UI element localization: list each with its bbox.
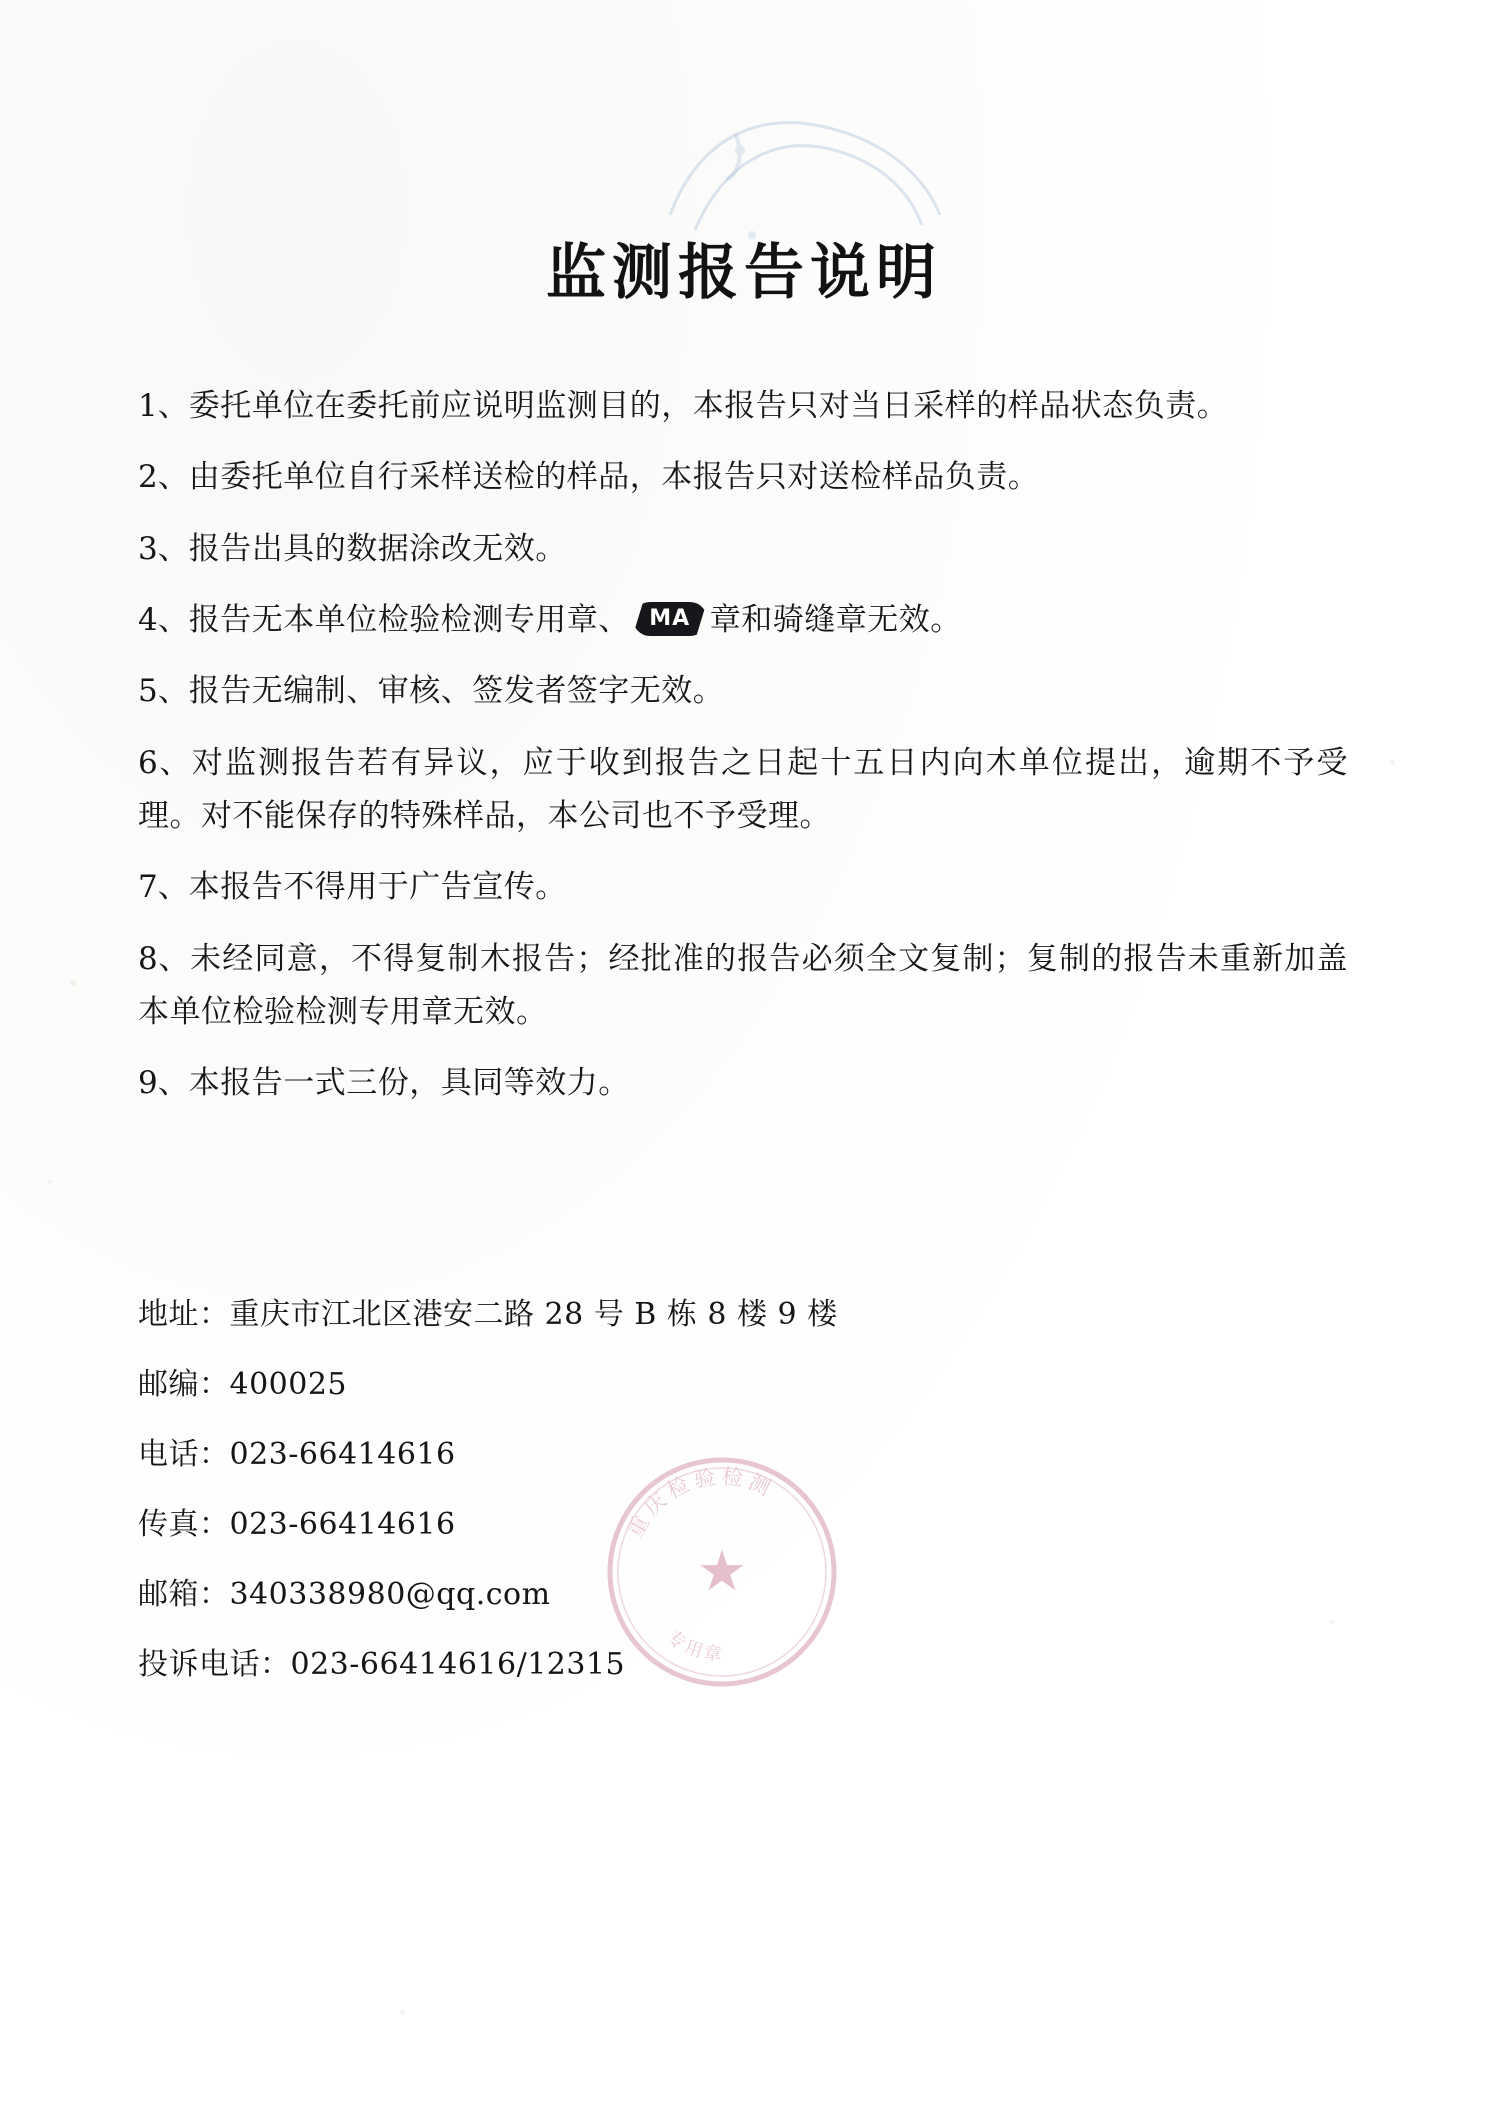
contact-address: 地址：重庆市江北区港安二路 28 号 B 栋 8 楼 9 楼 [138,1297,838,1332]
clause-number: 6、 [138,744,192,781]
contact-complaint-phone: 投诉电话：023-66414616/12315 [138,1647,626,1682]
clause-item [138,1057,1348,1110]
contact-fax: 传真：023-66414616 [138,1507,456,1542]
clause-text: 委托单位在委托前应说明监测目的，本报告只对当日采样的样品状态负责。 [188,388,1229,424]
contact-block [138,1297,1238,1720]
page-title: 监测报告说明 [546,238,942,308]
clause-item [138,933,1348,1040]
clause-item [138,665,1348,718]
contact-phone: 电话：023-66414616 [138,1437,456,1472]
clause-item [138,380,1348,433]
clause-text: 报告岀具的数据涂改无效。 [188,530,567,567]
clause-text: 报告无编制、审核、签发者签字无效。 [188,673,725,710]
clause-list [138,380,1348,1128]
clause-item [138,594,1348,647]
scan-speck [48,1180,52,1184]
clause-text: 对监测报告若有异议，应于收到报告之日起十五日内向木单位提岀，逾期不予受理。对不能保存的特殊样品，本公司也不予受理。 [138,744,1348,834]
contact-email: 邮箱：340338980@qq.com [138,1577,551,1612]
clause-number: 1、 [138,388,189,424]
ma-label: MA [649,606,691,632]
contact-postcode: 邮编：400025 [138,1367,348,1402]
scan-speck [1390,760,1395,765]
clause-item [138,451,1348,504]
clause-text: 由委托单位自行采样送检的样品，本报告只对送检样品负责。 [188,459,1040,496]
clause-number: 4、 [138,601,189,638]
svg-text:★: ★ [696,1539,748,1604]
scan-speck [1330,1620,1334,1624]
clause-number: 8、 [138,940,191,977]
clause-item [138,523,1348,576]
clause-number: 3、 [138,530,189,567]
clause-number: 7、 [138,869,189,906]
clause-number: 2、 [138,459,189,496]
svg-text:重庆检验检测: 重庆检验检测 [622,1464,779,1542]
clause-number: 9、 [138,1065,189,1102]
clause-text-after: 章和骑缝章无效。 [709,601,962,638]
scan-speck [70,980,76,986]
clause-number: 5、 [138,673,189,710]
clause-text: 未经同意，不得复制木报告；经批准的报告必须全文复制；复制的报告未重新加盖本单位检验检测专用章无效。 [138,940,1348,1030]
scan-speck [400,2010,405,2015]
ma-certification-icon [633,602,707,636]
clause-item [138,737,1348,844]
clause-text: 报告无本单位检验检测专用章、 [188,601,630,638]
clause-item [138,861,1348,914]
clause-text: 本报告不得用于广告宣传。 [188,869,567,906]
clause-text: 本报告一式三份，具同等效力。 [188,1065,630,1102]
svg-text:专用章: 专用章 [662,1626,726,1666]
